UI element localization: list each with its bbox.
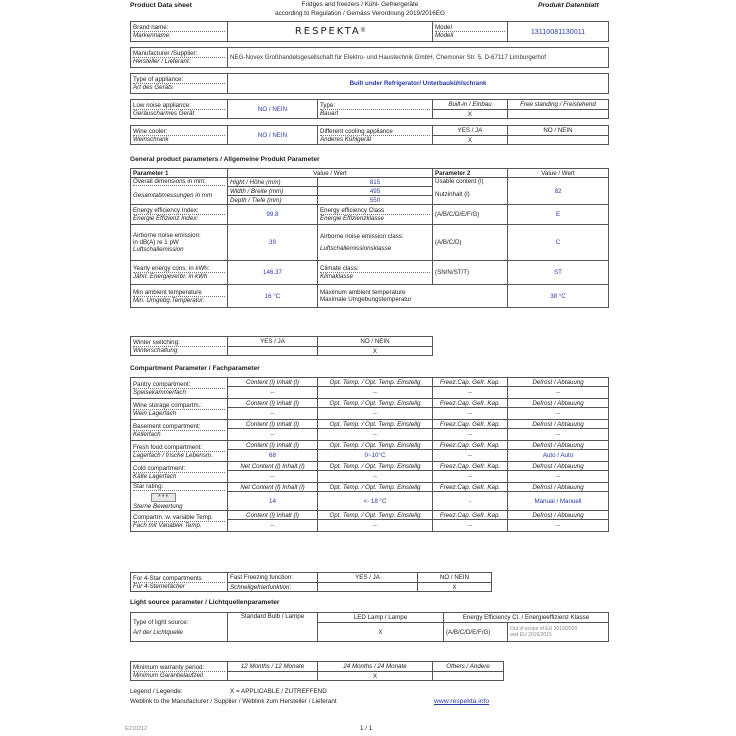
noise-class-value: C: [508, 225, 609, 261]
legend-label: Legend / Legende:: [130, 688, 183, 695]
compartment-label: Wine storage compartm.: Wein Lagerfach: [131, 399, 228, 420]
compartment-label: Compartm. w. variable Temp. Fach mit Variabler Temp.: [131, 511, 228, 532]
different-cooling-yes: YES / JA: [433, 126, 508, 136]
content-value: --: [228, 429, 318, 441]
compartment-row: [131, 511, 609, 520]
freestanding-option: Free standing / Freistehend: [508, 100, 609, 110]
freez-cap-header: Freez.Cap. Gefr. Kap.: [433, 441, 508, 450]
opt-temp-header: Opt. Temp. / Opt. Temp. Einstellg: [318, 420, 433, 429]
sheet-regulation: according to Regulation / Gemäss Verordnung 2019/2016EG: [275, 10, 445, 17]
opt-temp-header: Opt. Temp. / Opt. Temp. Einstellg: [318, 483, 433, 492]
opt-temp-header: Opt. Temp. / Opt. Temp. Einstellg: [318, 399, 433, 408]
sheet-subtitle: Fridges and freezers / Kühl- Gefriergeräte: [301, 1, 419, 8]
usable-content-label: Usable content (l) Nutzinhalt (l): [433, 178, 508, 205]
content-value: --: [228, 471, 318, 483]
four-star-label: For 4-Star compartments Für 4-Sternefächer: [131, 573, 228, 592]
warranty-others: Others / Andere: [433, 662, 504, 672]
different-cooling-no-mark: [508, 136, 609, 145]
brand-logo: RESPEKTA®: [228, 22, 433, 42]
defrost-value: Manual / Manuell: [508, 492, 609, 511]
warranty-label: Minimum warranty period: Minimum Garantielaufzeit: [131, 662, 228, 681]
winter-switching-label: Winter switching: Winterschaltung: [131, 337, 228, 356]
climate-label: Climate class: Klimaklasse: [318, 261, 433, 285]
wine-cooler-label: Wine cooler: Weinschrank: [131, 126, 228, 145]
freez-cap-value: --: [433, 450, 508, 462]
warranty-others-mark: [433, 672, 504, 681]
opt-temp-value: <- 18 °C: [318, 492, 433, 511]
content-value: --: [228, 520, 318, 532]
brand-label: Brand name: Markenname:: [131, 22, 228, 42]
eec-label: Energy efficiency Class Energie Effizienzklasse: [318, 205, 433, 225]
fast-freezing-yes: YES / JA: [318, 573, 418, 583]
winter-switching-table: [130, 336, 433, 356]
noise-class-label: Airborne noise emission class: Luftschallemissionsklasse: [318, 225, 433, 261]
noise-class-scale: (A/B/C/D): [433, 225, 508, 261]
led-mark: X: [318, 623, 444, 642]
width-value: 495: [318, 187, 433, 196]
defrost-value: Auto / Auto: [508, 450, 609, 462]
freez-cap-header: Freez.Cap. Gefr. Kap.: [433, 511, 508, 520]
eec-value: E: [508, 205, 609, 225]
manufacturer-table: [130, 47, 609, 68]
appliance-type-table: [130, 73, 609, 94]
min-ambient-label: Min ambient temperature Min. Umgebg.Temperatur:: [131, 285, 228, 308]
sheet-title: Product Data sheet: [130, 2, 192, 9]
opt-temp-header: Opt. Temp. / Opt. Temp. Einstellg: [318, 441, 433, 450]
light-source-table: [130, 612, 609, 642]
climate-scale: (SN/N/ST/T): [433, 261, 508, 285]
defrost-value: --: [508, 387, 609, 399]
winter-yes: YES / JA: [228, 337, 318, 347]
content-header: Content (l) Inhalt (l): [228, 399, 318, 408]
dimensions-label: Overall dimensions in mm: Gesamtabmessungen in mm: [131, 178, 228, 205]
freez-cap-header: Freez.Cap. Gefr. Kap.: [433, 420, 508, 429]
general-params-title: General product parameters / Allgemeine Produkt Parameter: [130, 156, 320, 163]
appliance-type-label: Type of appliance: Art des Geräts: [131, 74, 228, 94]
different-cooling-yes-mark: X: [433, 136, 508, 145]
defrost-header: Defrost / Abtauung: [508, 420, 609, 429]
compartment-row: [131, 378, 609, 387]
defrost-value: --: [508, 471, 609, 483]
winter-yes-mark: [228, 347, 318, 356]
compartment-label: Basement compartment: Kellerfach: [131, 420, 228, 441]
defrost-value: --: [508, 408, 609, 420]
legend-text: X = APPLICABLE / ZUTREFFEND: [230, 688, 327, 695]
content-header: Net Content (l) Inhalt (l): [228, 462, 318, 471]
brand-table: [130, 21, 609, 42]
compartment-row: [131, 462, 609, 471]
opt-temp-header: Opt. Temp. / Opt. Temp. Einstellg: [318, 462, 433, 471]
opt-temp-header: Opt. Temp. / Opt. Temp. Einstellg: [318, 378, 433, 387]
freez-cap-header: Freez.Cap. Gefr. Kap.: [433, 462, 508, 471]
compartment-label: Star rating: *** Sterne Bewertung: [131, 483, 228, 511]
light-source-title: Light source parameter / Lichtquellenparameter: [130, 599, 280, 606]
content-header: Content (l) Inhalt (l): [228, 378, 318, 387]
compartment-label: Pantry compartment: Speisekammerfach: [131, 378, 228, 399]
value-header-2: Value / Wert: [508, 169, 609, 178]
warranty-12: 12 Months / 12 Monate: [228, 662, 318, 672]
opt-temp-value: --: [318, 471, 433, 483]
model-number: 13110081130011: [508, 22, 609, 42]
warranty-12-mark: [228, 672, 318, 681]
climate-value: ST: [508, 261, 609, 285]
sheet-title-de: Produkt Datenblatt: [538, 2, 599, 9]
param2-header: Parameter 2: [433, 169, 508, 178]
fast-freezing-no: NO / NEIN: [418, 573, 492, 583]
height-label: Hight / Höhe (mm): [228, 178, 318, 187]
fast-freezing-label-de: Schnellgefrierfunktion:: [228, 583, 318, 592]
light-type-label: Type of light source: Art der Lichtquelle: [131, 613, 228, 642]
compartment-label: Cold compartment: Kälte Lagerfach: [131, 462, 228, 483]
light-efficiency-note: Out of scope of EU 2019/2020 and EU 2019/2015: [508, 623, 609, 642]
winter-no-mark: X: [318, 347, 433, 356]
low-noise-label: Low noise appliance: Geräuscharmes Gerät: [131, 100, 228, 119]
compartment-row: [131, 399, 609, 408]
defrost-header: Defrost / Abtauung: [508, 462, 609, 471]
freez-cap-header: Freez.Cap. Gefr. Kap.: [433, 483, 508, 492]
light-efficiency-label: Energy Efficiency Cl. / Energieeffizienz Klasse: [444, 613, 609, 623]
noise-value: 39: [228, 225, 318, 261]
compartment-params-title: Compartment Parameter / Fachparameter: [130, 365, 260, 372]
compartment-row: [131, 441, 609, 450]
warranty-table: [130, 661, 504, 681]
standard-bulb: Standard Bulb / Lampe: [228, 613, 318, 642]
compartment-row: [131, 420, 609, 429]
opt-temp-value: 0~10°C: [318, 450, 433, 462]
low-noise-table: [130, 99, 609, 119]
eec-scale: (A/B/C/D/E/F/G): [433, 205, 508, 225]
defrost-header: Defrost / Abtauung: [508, 511, 609, 520]
content-header: Content (l) Inhalt (l): [228, 441, 318, 450]
freez-cap-value: --: [433, 429, 508, 441]
depth-value: 550: [318, 196, 433, 205]
depth-label: Depth / Tiefe (mm): [228, 196, 318, 205]
light-efficiency-scale: (A/B/C/D/E/F/G): [444, 623, 508, 642]
content-value: 14: [228, 492, 318, 511]
defrost-header: Defrost / Abtauung: [508, 483, 609, 492]
manufacturer-label: Manufacturer /Supplier: Hersteller / Lieferant:: [131, 48, 228, 68]
defrost-value: --: [508, 429, 609, 441]
defrost-header: Defrost / Abtauung: [508, 441, 609, 450]
value-header-1: Value / Wert: [228, 169, 433, 178]
max-ambient-label: Maximum ambient temperature Maximale Umgebungstemperatur: [318, 285, 508, 308]
usable-content-value: 82: [508, 178, 609, 205]
page-number: 1 / 1: [360, 725, 373, 732]
eei-value: 99.8: [228, 205, 318, 225]
defrost-header: Defrost / Abtauung: [508, 399, 609, 408]
manufacturer-value: NEG-Novex Großhandelsgesellschaft für Elektro- und Haustechnik GmbH, Chemoner Str. 5, D-67117 Limburgerhof: [228, 48, 609, 68]
defrost-header: Defrost / Abtauung: [508, 378, 609, 387]
builtin-option: Built-in / Einbau: [433, 100, 508, 110]
max-ambient-value: 38 °C: [508, 285, 609, 308]
compartment-table: [130, 377, 609, 532]
opt-temp-header: Opt. Temp. / Opt. Temp. Einstellg: [318, 511, 433, 520]
height-value: 815: [318, 178, 433, 187]
different-cooling-label: Different cooling appliance Anderes Kühlgerät: [318, 126, 433, 145]
wine-cooler-table: [130, 125, 609, 145]
width-label: Width / Breite (mm): [228, 187, 318, 196]
freestanding-mark: [508, 110, 609, 119]
warranty-24-mark: X: [318, 672, 433, 681]
appliance-type-value: Built under Refrigerator/ Unterbaukühlschrank: [228, 74, 609, 94]
fast-freezing-yes-mark: [318, 583, 418, 592]
content-header: Content (l) Inhalt (l): [228, 511, 318, 520]
builtin-mark: X: [433, 110, 508, 119]
opt-temp-value: --: [318, 520, 433, 532]
different-cooling-no: NO / NEIN: [508, 126, 609, 136]
four-star-table: [130, 572, 492, 592]
defrost-value: --: [508, 520, 609, 532]
compartment-row: [131, 483, 609, 492]
low-noise-value: NO / NEIN: [228, 100, 318, 119]
freez-cap-value: -: [433, 492, 508, 511]
led-lamp: LED Lamp / Lampe: [318, 613, 444, 623]
opt-temp-value: --: [318, 387, 433, 399]
freez-cap-value: --: [433, 520, 508, 532]
opt-temp-value: --: [318, 429, 433, 441]
content-header: Net Content (l) Inhalt (l): [228, 483, 318, 492]
min-ambient-value: 16 °C: [228, 285, 318, 308]
model-label: Model Modell: [433, 22, 508, 42]
freez-cap-header: Freez.Cap. Gefr. Kap.: [433, 399, 508, 408]
freez-cap-value: --: [433, 387, 508, 399]
fast-freezing-no-mark: X: [418, 583, 492, 592]
wine-cooler-value: NO / NEIN: [228, 126, 318, 145]
weblink-url[interactable]: www.respekta.info: [434, 698, 490, 705]
content-header: Content (l) Inhalt (l): [228, 420, 318, 429]
noise-label: Airborne noise emission: in dB(A) re 1 pW Luftschallemission: [131, 225, 228, 261]
energy-label: Yearly energy cons. in kWh: Jährl. Energieverbr. in kWh: [131, 261, 228, 285]
star-rating-icon: ***: [151, 493, 176, 502]
compartment-label: Fresh food compartment: Lagerfach / frische Lebensm.: [131, 441, 228, 462]
freez-cap-value: --: [433, 471, 508, 483]
freez-cap-header: Freez.Cap. Gefr. Kap.: [433, 378, 508, 387]
winter-no: NO / NEIN: [318, 337, 433, 347]
footer-code: E210212: [125, 726, 148, 732]
type-label: Type: Bauart: [318, 100, 433, 119]
content-value: --: [228, 387, 318, 399]
weblink-label: Weblink to the Manufacturer / Supplier / Weblink zum Hersteller / Lieferant: [130, 698, 337, 705]
content-value: 68: [228, 450, 318, 462]
energy-value: 146.37: [228, 261, 318, 285]
warranty-24: 24 Months / 24 Monate: [318, 662, 433, 672]
eei-label: Energy efficiency Index: Energie Effizienz Index:: [131, 205, 228, 225]
general-params-table: [130, 168, 609, 308]
content-value: --: [228, 408, 318, 420]
freez-cap-value: --: [433, 408, 508, 420]
opt-temp-value: --: [318, 408, 433, 420]
param1-header: Parameter 1: [131, 169, 228, 178]
fast-freezing-label: Fast Freezing function:: [228, 573, 318, 583]
